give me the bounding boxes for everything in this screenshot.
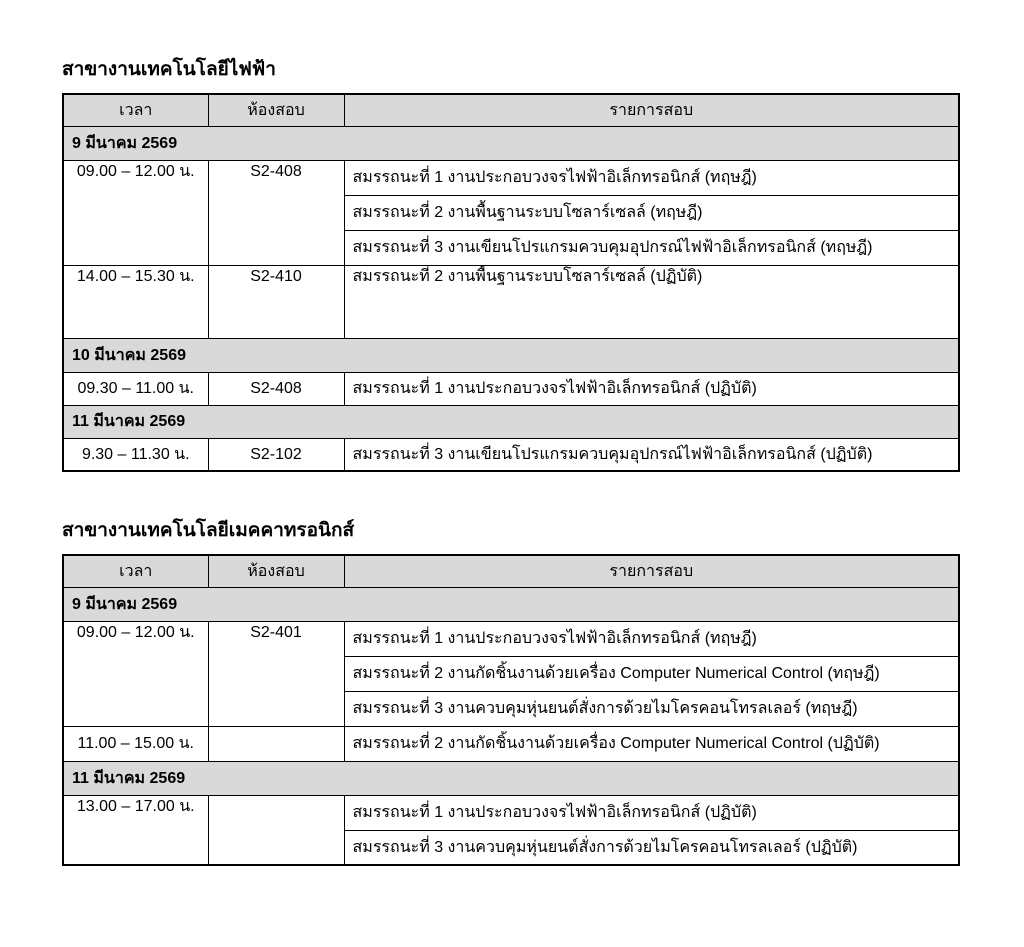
table-row	[63, 726, 959, 761]
date-row	[63, 587, 959, 621]
room-cell	[208, 726, 344, 761]
date-row	[63, 761, 959, 795]
exam-schedule-table-mechatronics	[62, 554, 960, 866]
table-header-row	[63, 555, 959, 587]
room-cell: S2-102	[208, 438, 344, 471]
time-cell: 14.00 – 15.30 น.	[63, 265, 208, 338]
table-row	[63, 795, 959, 830]
exam-cell: สมรรถนะที่ 3 งานควบคุมหุ่นยนต์สั่งการด้วยไมโครคอนโทรลเลอร์ (ปฏิบัติ)	[344, 830, 959, 865]
date-band-label: 11 มีนาคม 2569	[63, 761, 959, 795]
time-cell: 9.30 – 11.30 น.	[63, 438, 208, 471]
column-header-time: เวลา	[63, 94, 208, 126]
date-band-label: 10 มีนาคม 2569	[63, 338, 959, 372]
date-row	[63, 338, 959, 372]
column-header-room: ห้องสอบ	[208, 94, 344, 126]
exam-cell: สมรรถนะที่ 2 งานกัดชิ้นงานด้วยเครื่อง Computer Numerical Control (ทฤษฎี)	[344, 656, 959, 691]
column-header-time: เวลา	[63, 555, 208, 587]
room-cell	[208, 795, 344, 865]
room-cell: S2-408	[208, 160, 344, 265]
program-title-electrical: สาขางานเทคโนโลยีไฟฟ้า	[62, 59, 276, 80]
exam-cell: สมรรถนะที่ 1 งานประกอบวงจรไฟฟ้าอิเล็กทรอนิกส์ (ทฤษฎี)	[344, 160, 959, 195]
exam-cell: สมรรถนะที่ 3 งานเขียนโปรแกรมควบคุมอุปกรณ์ไฟฟ้าอิเล็กทรอนิกส์ (ปฏิบัติ)	[344, 438, 959, 471]
column-header-room: ห้องสอบ	[208, 555, 344, 587]
time-cell: 09.00 – 12.00 น.	[63, 621, 208, 726]
table-row	[63, 621, 959, 656]
exam-cell: สมรรถนะที่ 1 งานประกอบวงจรไฟฟ้าอิเล็กทรอนิกส์ (ทฤษฎี)	[344, 621, 959, 656]
exam-cell: สมรรถนะที่ 2 งานกัดชิ้นงานด้วยเครื่อง Computer Numerical Control (ปฏิบัติ)	[344, 726, 959, 761]
table-row	[63, 160, 959, 195]
exam-cell: สมรรถนะที่ 1 งานประกอบวงจรไฟฟ้าอิเล็กทรอนิกส์ (ปฏิบัติ)	[344, 372, 959, 405]
table-header-row	[63, 94, 959, 126]
date-band-label: 9 มีนาคม 2569	[63, 126, 959, 160]
table-row	[63, 372, 959, 405]
time-cell: 13.00 – 17.00 น.	[63, 795, 208, 865]
exam-cell: สมรรถนะที่ 3 งานเขียนโปรแกรมควบคุมอุปกรณ์ไฟฟ้าอิเล็กทรอนิกส์ (ทฤษฎี)	[344, 230, 959, 265]
column-header-exam: รายการสอบ	[344, 555, 959, 587]
exam-cell: สมรรถนะที่ 2 งานพื้นฐานระบบโซลาร์เซลล์ (ทฤษฎี)	[344, 195, 959, 230]
room-cell: S2-410	[208, 265, 344, 338]
program-title-mechatronics: สาขางานเทคโนโลยีเมคคาทรอนิกส์	[62, 520, 355, 541]
exam-cell: สมรรถนะที่ 3 งานควบคุมหุ่นยนต์สั่งการด้วยไมโครคอนโทรลเลอร์ (ทฤษฎี)	[344, 691, 959, 726]
time-cell: 09.00 – 12.00 น.	[63, 160, 208, 265]
exam-cell: สมรรถนะที่ 1 งานประกอบวงจรไฟฟ้าอิเล็กทรอนิกส์ (ปฏิบัติ)	[344, 795, 959, 830]
date-row	[63, 126, 959, 160]
table-row	[63, 438, 959, 471]
date-band-label: 9 มีนาคม 2569	[63, 587, 959, 621]
table-row	[63, 265, 959, 338]
exam-schedule-table-electrical	[62, 93, 960, 472]
room-cell: S2-408	[208, 372, 344, 405]
exam-cell: สมรรถนะที่ 2 งานพื้นฐานระบบโซลาร์เซลล์ (ปฏิบัติ)	[344, 265, 959, 338]
date-band-label: 11 มีนาคม 2569	[63, 405, 959, 438]
date-row	[63, 405, 959, 438]
column-header-exam: รายการสอบ	[344, 94, 959, 126]
room-cell: S2-401	[208, 621, 344, 726]
time-cell: 09.30 – 11.00 น.	[63, 372, 208, 405]
time-cell: 11.00 – 15.00 น.	[63, 726, 208, 761]
